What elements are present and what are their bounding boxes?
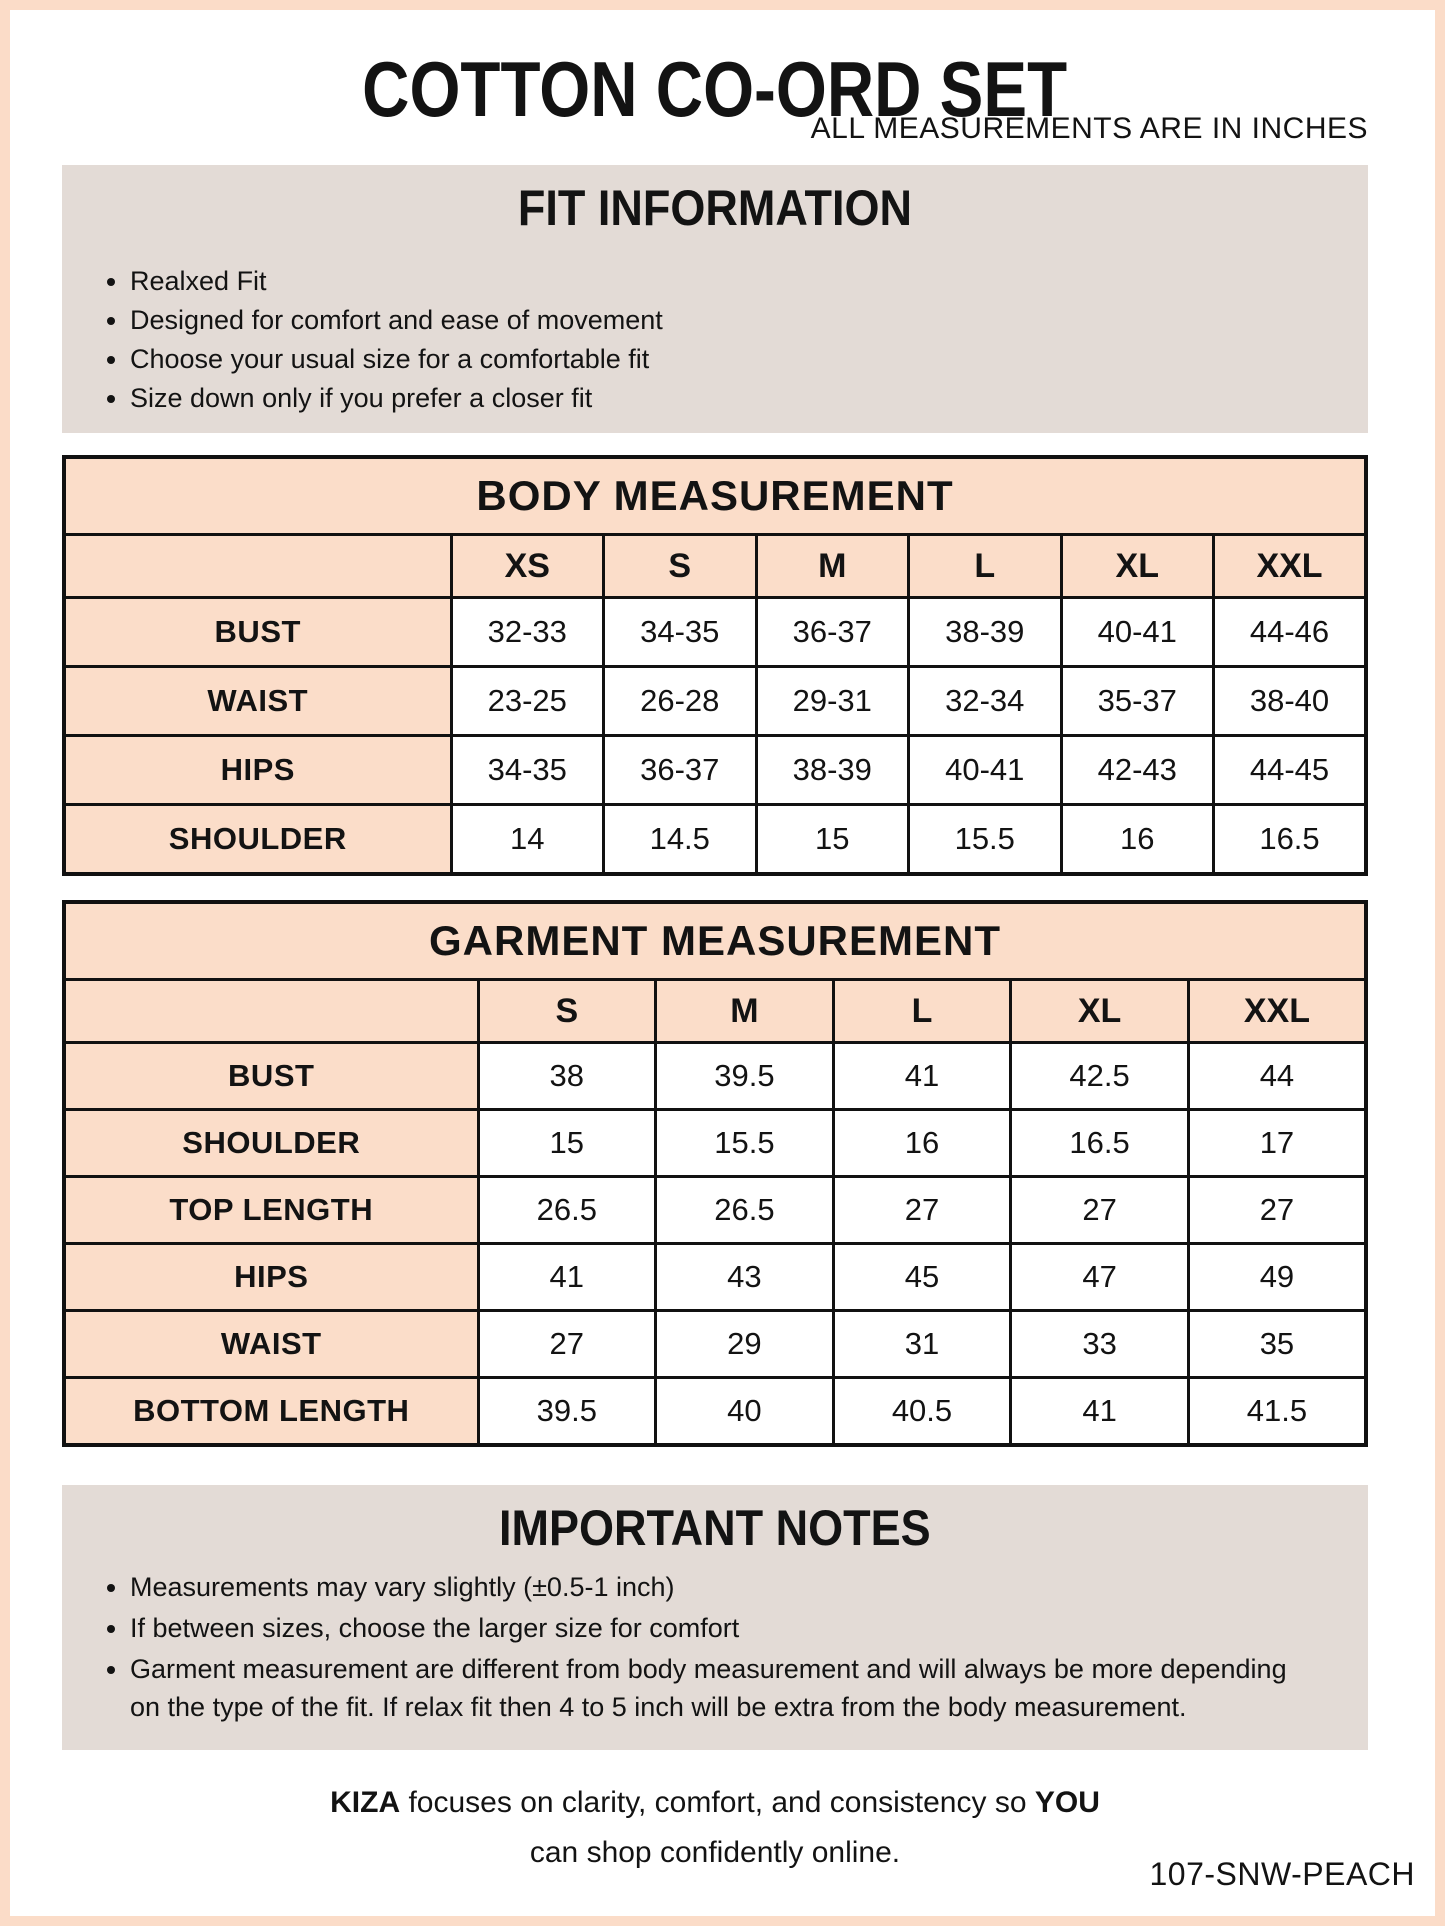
measurement-cell: 33: [1011, 1311, 1189, 1378]
measurement-cell: 29-31: [756, 667, 909, 736]
measurement-cell: 27: [833, 1177, 1011, 1244]
measurement-cell: 39.5: [478, 1378, 656, 1446]
row-label: WAIST: [64, 667, 451, 736]
row-label: WAIST: [64, 1311, 478, 1378]
table-row: [64, 1244, 1366, 1311]
measurement-cell: 36-37: [604, 736, 757, 805]
bullet-item: • Designed for comfort and ease of movement: [130, 301, 1328, 340]
measurement-cell: 38-39: [756, 736, 909, 805]
measurement-cell: 32-34: [909, 667, 1062, 736]
size-column-header: XXL: [1188, 980, 1366, 1043]
measurement-cell: 17: [1188, 1110, 1366, 1177]
measurement-cell: 40: [656, 1378, 834, 1446]
corner-cell: [64, 980, 478, 1043]
measurement-cell: 39.5: [656, 1043, 834, 1110]
bullet-item: • Size down only if you prefer a closer fit: [130, 379, 1328, 418]
measurement-unit-note: ALL MEASUREMENTS ARE IN INCHES: [810, 112, 1368, 145]
row-label: SHOULDER: [64, 805, 451, 875]
measurement-cell: 16.5: [1011, 1110, 1189, 1177]
size-column-header: XL: [1061, 535, 1214, 598]
tagline-emphasis: YOU: [1034, 1786, 1100, 1819]
measurement-cell: 41: [833, 1043, 1011, 1110]
measurement-cell: 31: [833, 1311, 1011, 1378]
row-label: HIPS: [64, 736, 451, 805]
size-column-header: S: [478, 980, 656, 1043]
measurement-cell: 44-46: [1214, 598, 1367, 667]
important-notes-panel: [62, 1485, 1368, 1750]
fit-information-title-text: FIT INFORMATION: [517, 180, 913, 236]
brand-name: KIZA: [330, 1786, 401, 1819]
size-column-header: L: [833, 980, 1011, 1043]
measurement-cell: 16: [1061, 805, 1214, 875]
product-code: 107-SNW-PEACH: [1149, 1856, 1415, 1892]
measurement-cell: 47: [1011, 1244, 1189, 1311]
measurement-cell: 49: [1188, 1244, 1366, 1311]
measurement-cell: 41.5: [1188, 1378, 1366, 1446]
table-row: [64, 1043, 1366, 1110]
measurement-cell: 41: [478, 1244, 656, 1311]
measurement-cell: 15.5: [656, 1110, 834, 1177]
table-row: [64, 1311, 1366, 1378]
measurement-cell: 41: [1011, 1378, 1189, 1446]
measurement-cell: 14.5: [604, 805, 757, 875]
measurement-cell: 16: [833, 1110, 1011, 1177]
page-title-text: COTTON CO-ORD SET: [362, 45, 1068, 133]
table-title: BODY MEASUREMENT: [64, 457, 1366, 535]
row-label: BUST: [64, 1043, 478, 1110]
bullet-item: • Measurements may vary slightly (±0.5-1 inch): [130, 1568, 1316, 1606]
measurement-cell: 42-43: [1061, 736, 1214, 805]
measurement-cell: 32-33: [451, 598, 604, 667]
measurement-cell: 35: [1188, 1311, 1366, 1378]
fit-information-panel: [62, 165, 1368, 433]
fit-information-title: [62, 181, 1368, 236]
measurement-cell: 38: [478, 1043, 656, 1110]
table-title: GARMENT MEASUREMENT: [64, 902, 1366, 980]
table-row: [64, 1378, 1366, 1446]
table-row: [64, 1110, 1366, 1177]
size-column-header: S: [604, 535, 757, 598]
measurement-cell: 34-35: [604, 598, 757, 667]
size-column-header: XL: [1011, 980, 1189, 1043]
tagline-text: focuses on clarity, comfort, and consistency so: [408, 1786, 1027, 1819]
measurement-cell: 40.5: [833, 1378, 1011, 1446]
body-measurement-table: [62, 455, 1368, 876]
measurement-cell: 26.5: [656, 1177, 834, 1244]
important-notes-title: [62, 1501, 1368, 1556]
size-column-header: XXL: [1214, 535, 1367, 598]
size-column-header: M: [756, 535, 909, 598]
row-label: SHOULDER: [64, 1110, 478, 1177]
measurement-cell: 15.5: [909, 805, 1062, 875]
measurement-cell: 26.5: [478, 1177, 656, 1244]
notes-bullet-list: [62, 1568, 1368, 1726]
table-row: [64, 736, 1366, 805]
measurement-cell: 38-40: [1214, 667, 1367, 736]
measurement-cell: 34-35: [451, 736, 604, 805]
garment-measurement-table: [62, 900, 1368, 1447]
size-column-header: XS: [451, 535, 604, 598]
measurement-cell: 40-41: [1061, 598, 1214, 667]
row-label: BOTTOM LENGTH: [64, 1378, 478, 1446]
measurement-cell: 29: [656, 1311, 834, 1378]
measurement-cell: 27: [1188, 1177, 1366, 1244]
measurement-cell: 35-37: [1061, 667, 1214, 736]
measurement-cell: 44-45: [1214, 736, 1367, 805]
important-notes-title-text: IMPORTANT NOTES: [499, 1500, 931, 1556]
measurement-cell: 27: [1011, 1177, 1189, 1244]
table-row: [64, 667, 1366, 736]
table-row: [64, 805, 1366, 875]
bullet-item: • Garment measurement are different from body measurement and will always be more depending on the type of the fit. If relax fit then 4 to 5 inch will be extra from the body measurement.: [130, 1650, 1316, 1726]
size-column-header: L: [909, 535, 1062, 598]
measurement-cell: 43: [656, 1244, 834, 1311]
measurement-cell: 40-41: [909, 736, 1062, 805]
corner-cell: [64, 535, 451, 598]
measurement-cell: 23-25: [451, 667, 604, 736]
bullet-item: • Choose your usual size for a comfortable fit: [130, 340, 1328, 379]
measurement-cell: 15: [756, 805, 909, 875]
table-row: [64, 598, 1366, 667]
measurement-cell: 45: [833, 1244, 1011, 1311]
measurement-cell: 16.5: [1214, 805, 1367, 875]
measurement-cell: 14: [451, 805, 604, 875]
table-row: [64, 1177, 1366, 1244]
bullet-item: • If between sizes, choose the larger size for comfort: [130, 1609, 1316, 1647]
measurement-cell: 15: [478, 1110, 656, 1177]
measurement-cell: 42.5: [1011, 1043, 1189, 1110]
measurement-cell: 26-28: [604, 667, 757, 736]
size-column-header: M: [656, 980, 834, 1043]
measurement-cell: 36-37: [756, 598, 909, 667]
row-label: HIPS: [64, 1244, 478, 1311]
row-label: BUST: [64, 598, 451, 667]
measurement-cell: 44: [1188, 1043, 1366, 1110]
row-label: TOP LENGTH: [64, 1177, 478, 1244]
bullet-item: • Realxed Fit: [130, 262, 1328, 301]
measurement-cell: 38-39: [909, 598, 1062, 667]
tagline-line2: can shop confidently online.: [529, 1836, 901, 1869]
fit-bullet-list: [62, 262, 1368, 418]
measurement-cell: 27: [478, 1311, 656, 1378]
